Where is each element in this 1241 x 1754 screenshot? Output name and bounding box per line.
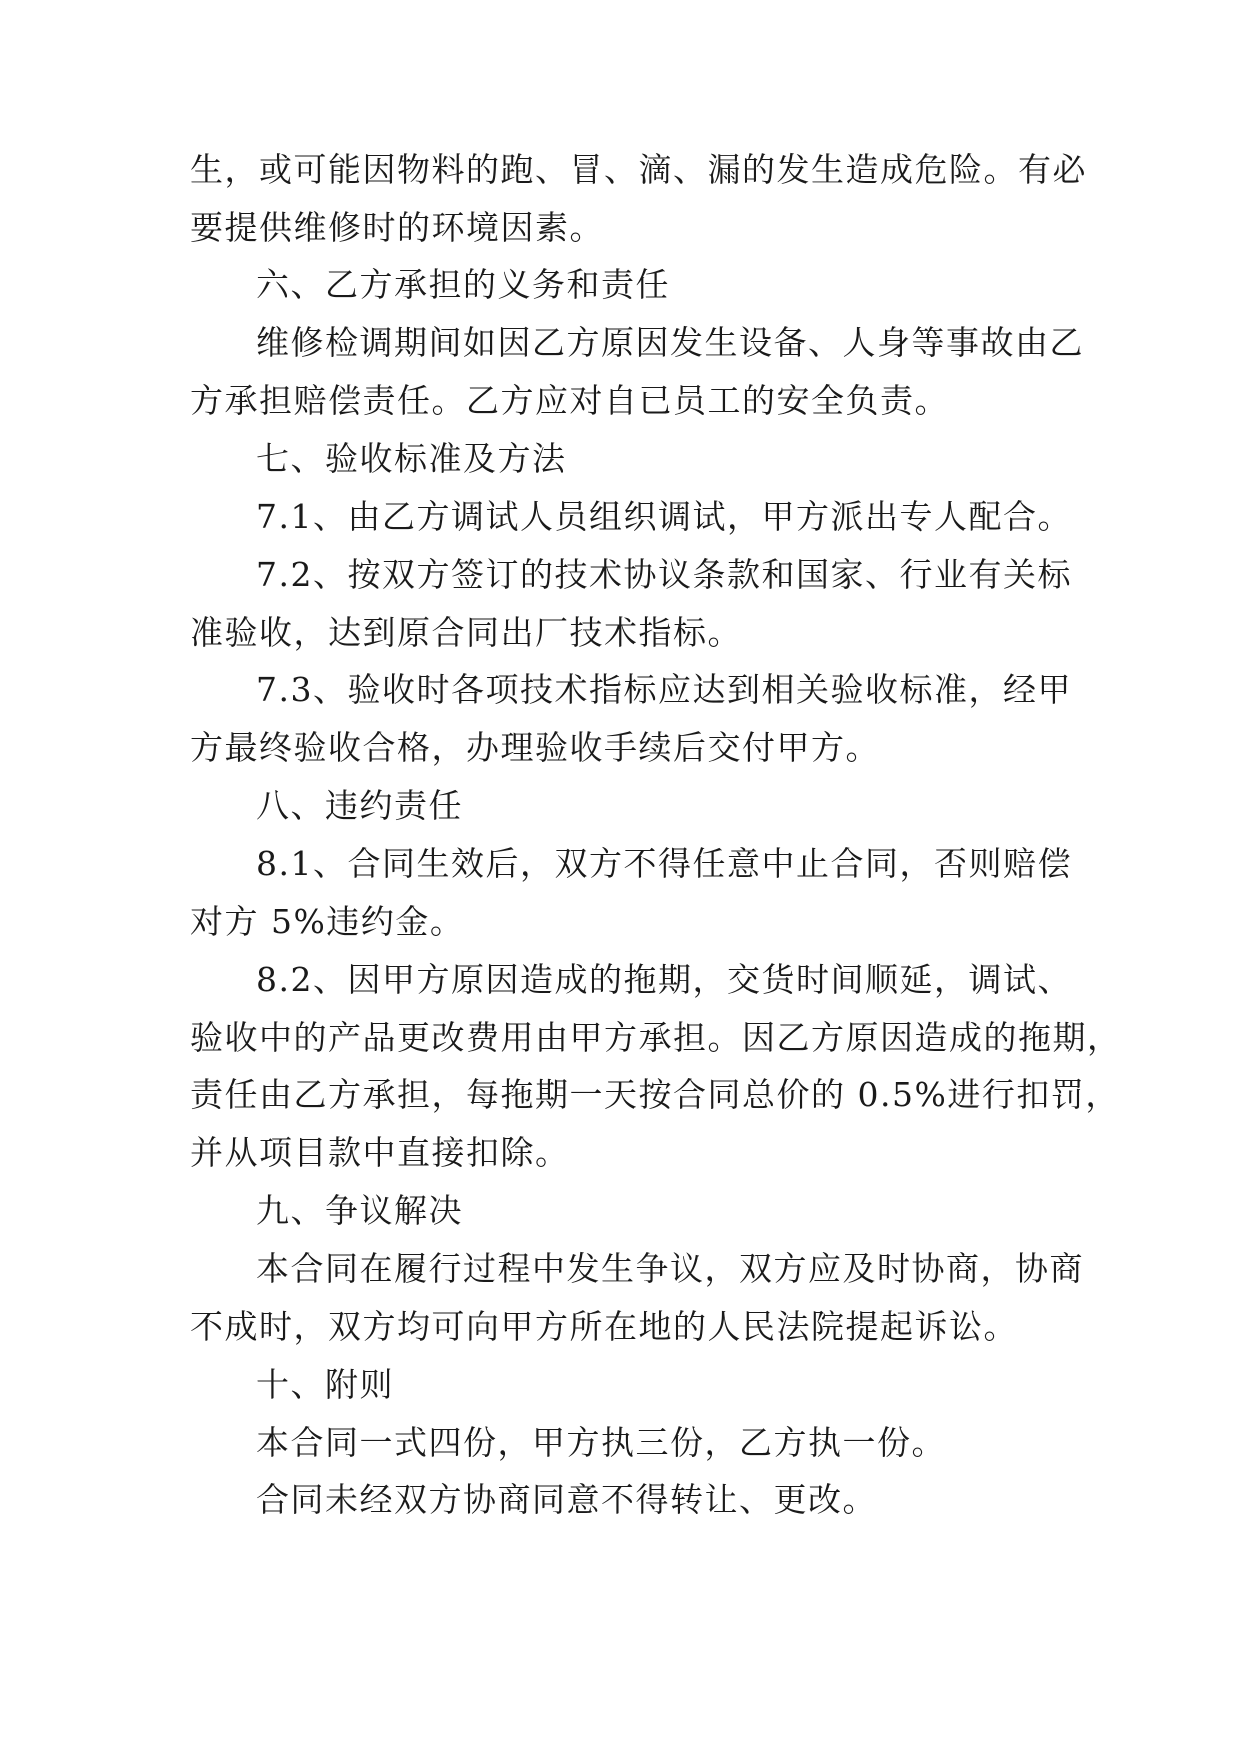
- text-line: 8.2、因甲方原因造成的拖期，交货时间顺延，调试、: [256, 960, 1072, 999]
- text-line: 方承担赔偿责任。乙方应对自已员工的安全负责。: [190, 381, 949, 420]
- text-line: 生，或可能因物料的跑、冒、滴、漏的发生造成危险。有必: [190, 150, 1087, 189]
- section-heading: 八、违约责任: [256, 786, 463, 825]
- text-line: 合同未经双方协商同意不得转让、更改。: [256, 1480, 877, 1519]
- text-line: 7.2、按双方签订的技术协议条款和国家、行业有关标: [256, 555, 1072, 594]
- section-heading: 七、验收标准及方法: [256, 439, 567, 478]
- text-line: 本合同一式四份，甲方执三份，乙方执一份。: [256, 1423, 946, 1462]
- text-line: 本合同在履行过程中发生争议，双方应及时协商，协商: [256, 1249, 1084, 1288]
- text-line: 责任由乙方承担，每拖期一天按合同总价的 0.5%进行扣罚，: [190, 1075, 1120, 1114]
- text-line: 要提供维修时的环境因素。: [190, 208, 604, 247]
- text-line: 并从项目款中直接扣除。: [190, 1133, 570, 1172]
- text-line: 8.1、合同生效后，双方不得任意中止合同，否则赔偿: [256, 844, 1072, 883]
- text-line: 对方 5%违约金。: [190, 902, 465, 941]
- text-line: 7.1、由乙方调试人员组织调试，甲方派出专人配合。: [256, 497, 1072, 536]
- section-heading: 九、争议解决: [256, 1191, 463, 1230]
- text-line: 7.3、验收时各项技术指标应达到相关验收标准，经甲: [256, 670, 1072, 709]
- text-line: 维修检调期间如因乙方原因发生设备、人身等事故由乙: [256, 323, 1084, 362]
- text-line: 验收中的产品更改费用由甲方承担。因乙方原因造成的拖期，: [190, 1018, 1122, 1057]
- section-heading: 六、乙方承担的义务和责任: [256, 265, 670, 304]
- text-line: 不成时，双方均可向甲方所在地的人民法院提起诉讼。: [190, 1307, 1018, 1346]
- text-line: 方最终验收合格，办理验收手续后交付甲方。: [190, 728, 880, 767]
- section-heading: 十、附则: [256, 1365, 394, 1404]
- text-line: 准验收，达到原合同出厂技术指标。: [190, 613, 742, 652]
